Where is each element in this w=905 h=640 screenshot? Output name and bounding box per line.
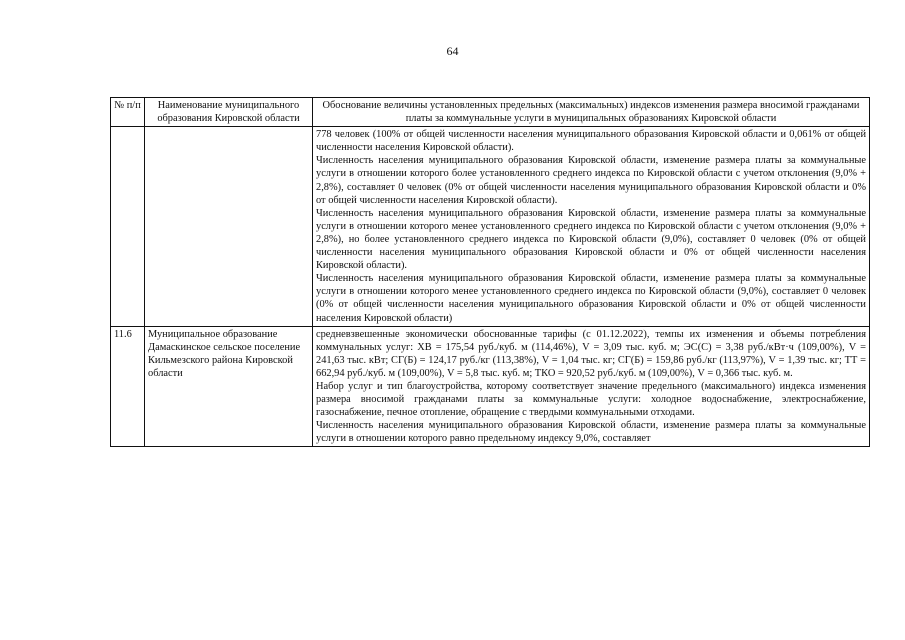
paragraph: 778 человек (100% от общей численности населения муниципального образования Кировской области и 0,061% от общей численности населения Кировской области). <box>316 129 866 154</box>
row-number: 11.6 <box>111 326 145 447</box>
page-number: 64 <box>446 44 459 58</box>
paragraph: Численность населения муниципального образования Кировской области, изменение размера платы за коммунальные услуги в отношении которого более установленного среднего индекса по Кировской области с учетом отклонения (9,0% + 2,8%), составляет 0 человек (0% от общей численности населения муниципального образования Кировской области и 0% от общей численности населения Кировской области). <box>316 155 866 206</box>
paragraph: средневзвешенные экономически обоснованные тарифы (с 01.12.2022), темпы их изменения и объемы потребления коммунальных услуг: ХВ = 175,54 руб./куб. м (114,46%), V = 3,09 тыс. куб. м; ЭС(С) = 3,38 руб./кВт·ч (109,00%), V = 241,63 тыс. кВт; СГ(Б) = 124,17 руб./кг (113,38%), V = 1,04 тыс. кг; СГ(Б) = 159,86 руб./кг (113,97%), V = 1,39 тыс. кг; ТТ = 662,94 руб./куб. м (109,00%), V = 5,8 тыс. куб. м; ТКО = 920,52 руб./куб. м (109,00%), V = 0,366 тыс. куб. м. <box>316 328 866 379</box>
row-justification <box>313 127 870 326</box>
table-header-row <box>111 98 870 127</box>
table-row <box>111 326 870 447</box>
paragraph: Численность населения муниципального образования Кировской области, изменение размера платы за коммунальные услуги в отношении которого равно предельному индексу 9,0%, составляет <box>316 420 866 445</box>
row-municipality-name: Муниципальное образование Дамаскинское сельское поселение Кильмезского района Кировской области <box>145 326 313 447</box>
header-number: № п/п <box>111 98 145 127</box>
paragraph: Численность населения муниципального образования Кировской области, изменение размера платы за коммунальные услуги в отношении которого менее установленного среднего индекса по Кировской области (9,0%), составляет 0 человек (0% от общей численности населения муниципального образования Кировской области и 0% от общей численности населения Кировской области) <box>316 273 866 324</box>
table-row <box>111 127 870 326</box>
header-justification: Обоснование величины установленных предельных (максимальных) индексов изменения размера вносимой гражданами платы за коммунальные услуги в муниципальных образованиях Кировской области <box>313 98 870 127</box>
tariff-justification-table <box>110 97 870 447</box>
header-municipality-name: Наименование муниципального образования Кировской области <box>145 98 313 127</box>
row-justification <box>313 326 870 447</box>
paragraph: Набор услуг и тип благоустройства, которому соответствует значение предельного (максимального) индекса изменения размера вносимой гражданами платы за коммунальные услуги: холодное водоснабжение, электроснабжение, газоснабжение, печное отопление, обращение с твердыми коммунальными отходами. <box>316 380 866 419</box>
row-number <box>111 127 145 326</box>
paragraph: Численность населения муниципального образования Кировской области, изменение размера платы за коммунальные услуги в отношении которого менее установленного среднего индекса по Кировской области с учетом отклонения (9,0% + 2,8%), но более установленного среднего индекса по Кировской области (9,0%), составляет 0 человек (0% от общей численности населения муниципального образования Кировской области и 0% от общей численности населения Кировской области). <box>316 207 866 272</box>
row-municipality-name <box>145 127 313 326</box>
